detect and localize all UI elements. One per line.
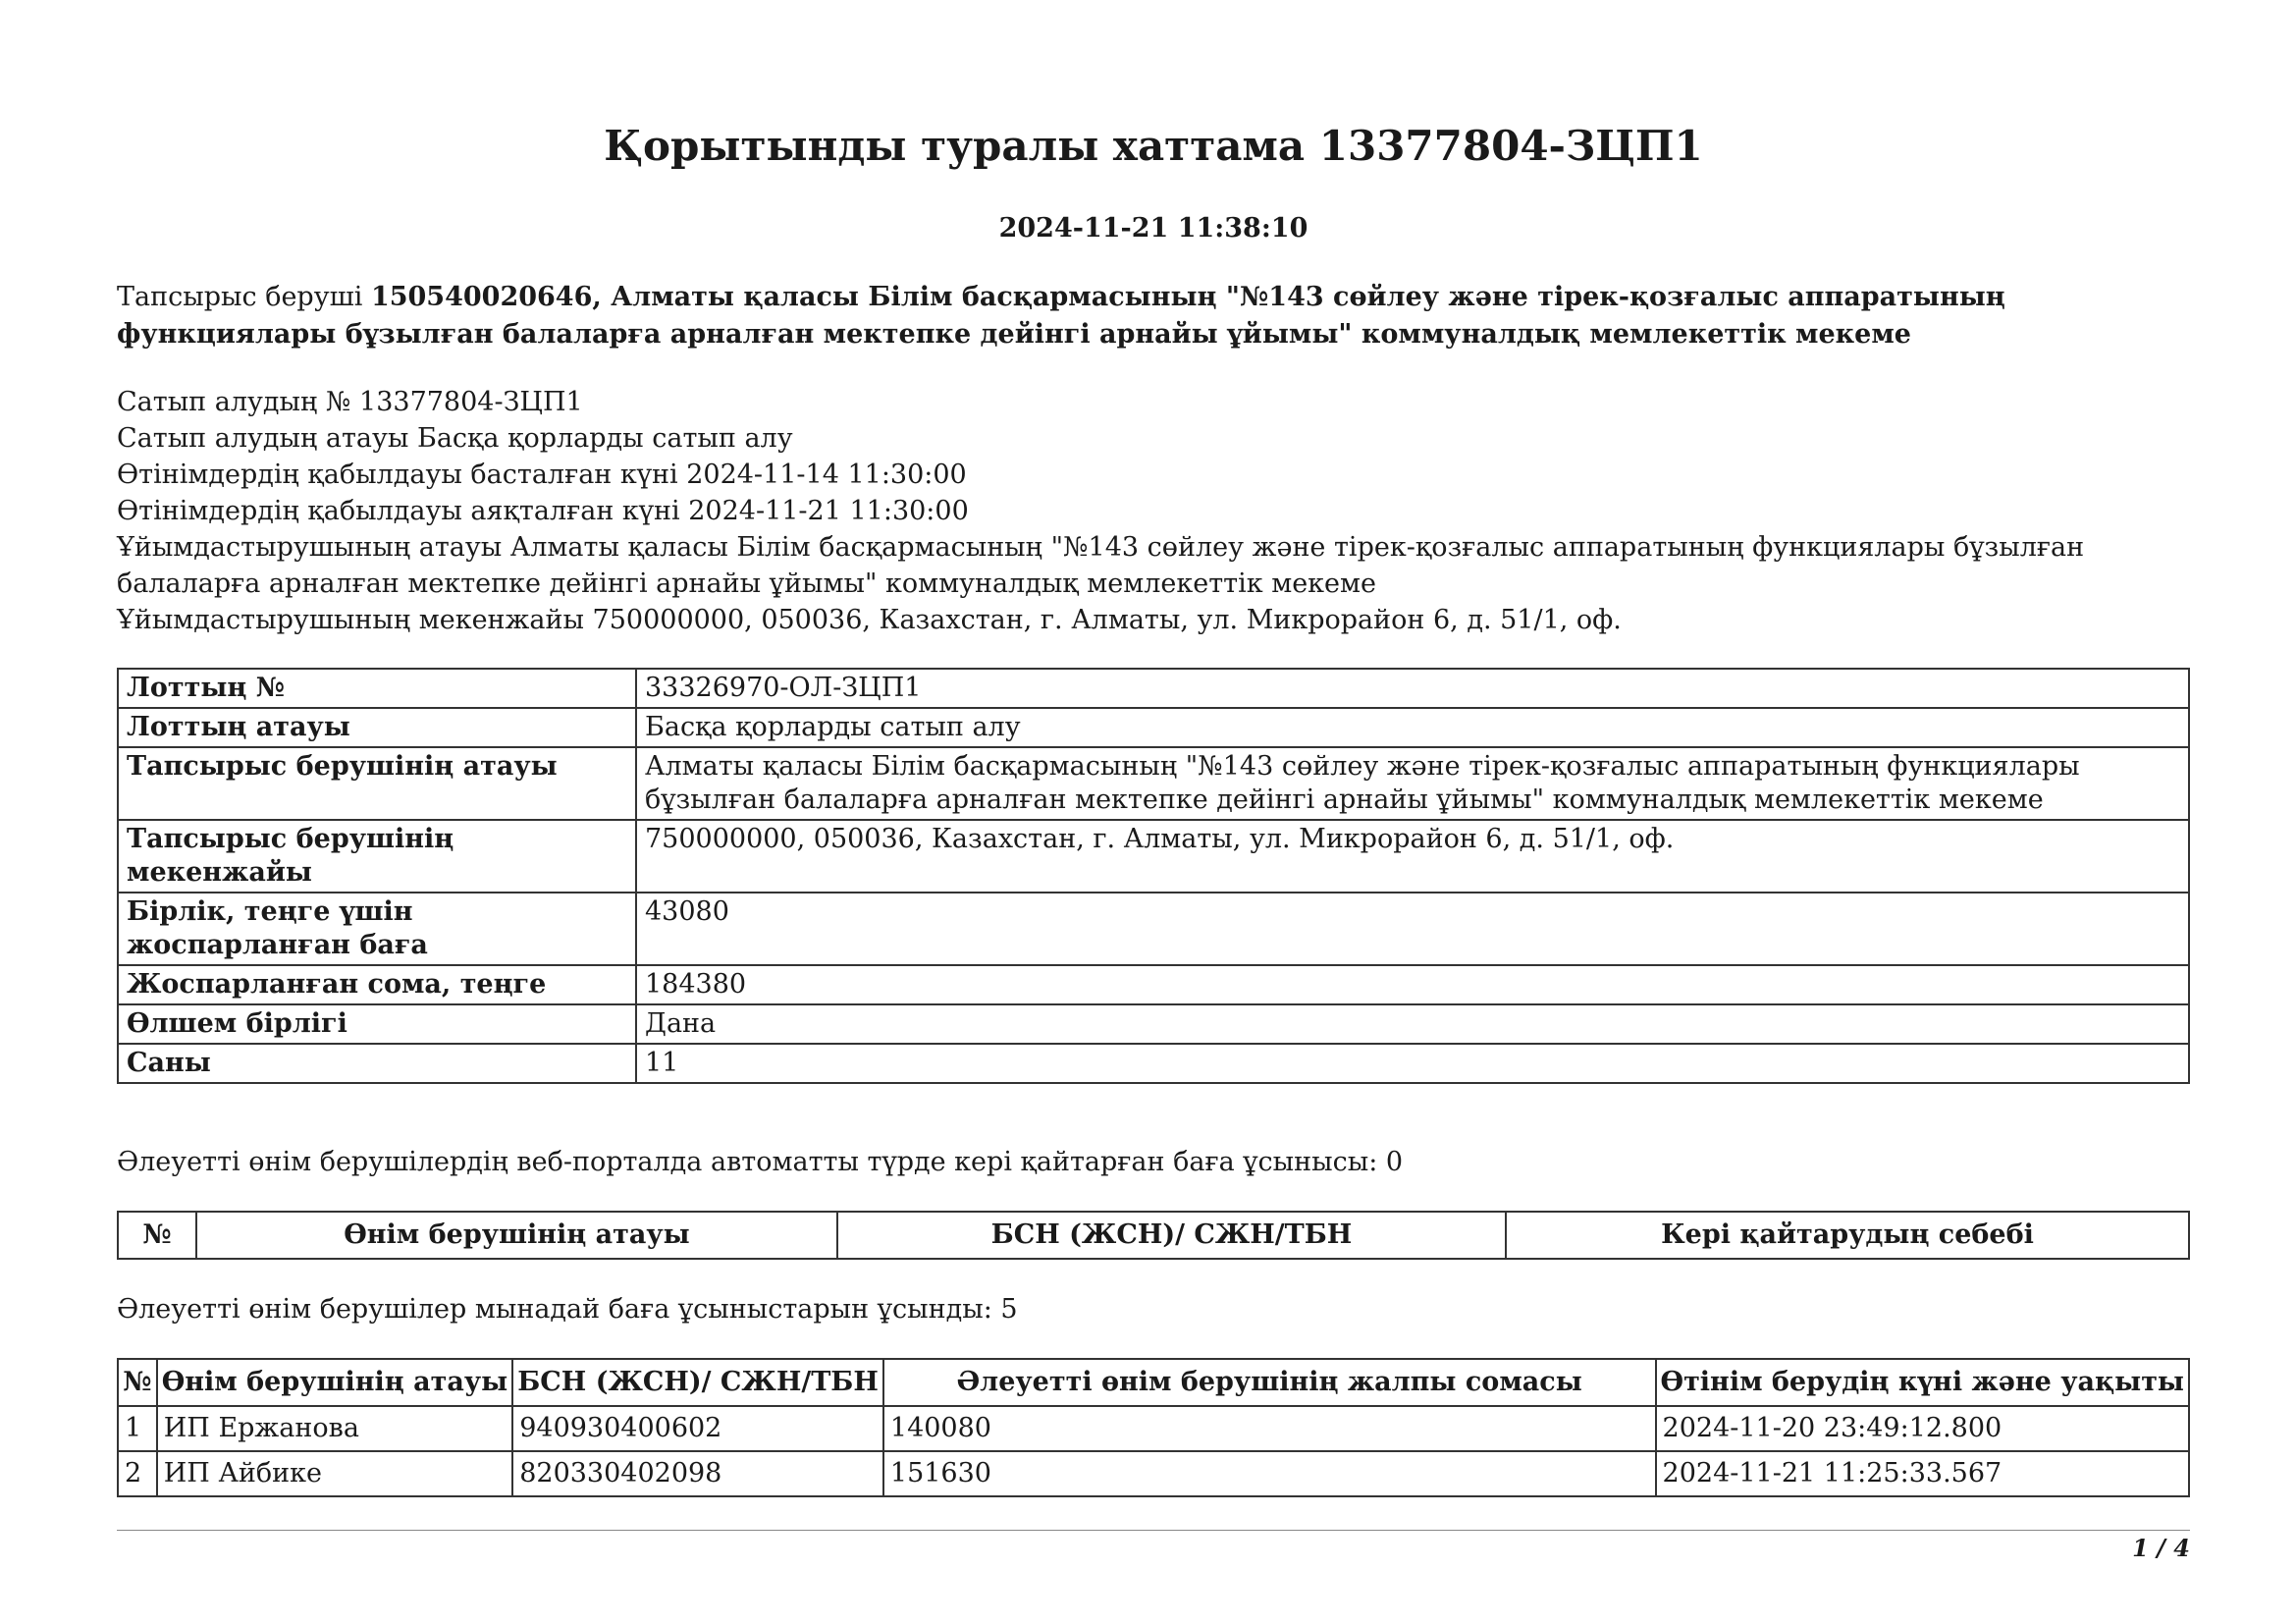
- customer-label: Тапсырыс беруші: [117, 282, 363, 312]
- lot-key: Жоспарланған сома, теңге: [118, 965, 636, 1004]
- lot-value: Алматы қаласы Білім басқармасының "№143 сөйлеу және тірек-қозғалыс аппаратының функциялары бұзылған балаларға арналған мектепке дейінгі арнайы ұйымы" коммуналдық мемлекеттік мекеме: [636, 747, 2189, 820]
- footer-divider: [117, 1530, 2190, 1531]
- column-header: Өнім берушінің атауы: [157, 1359, 512, 1406]
- column-header: №: [118, 1359, 157, 1406]
- document-page: [117, 0, 2190, 1624]
- lot-value: Басқа қорларды сатып алу: [636, 708, 2189, 747]
- bid-datetime: 2024-11-20 23:49:12.800: [1656, 1406, 2189, 1451]
- table-row: [118, 820, 2189, 893]
- organizer-address: Ұйымдастырушының мекенжайы 750000000, 050036, Казахстан, г. Алматы, ул. Микрорайон 6, д. 51/1, оф.: [117, 605, 1622, 635]
- table-row: [118, 708, 2189, 747]
- table-row: [118, 747, 2189, 820]
- lot-key: Өлшем бірлігі: [118, 1004, 636, 1044]
- returned-offers-table: [117, 1211, 2190, 1260]
- table-row: [118, 893, 2189, 965]
- lot-key: Лоттың №: [118, 669, 636, 708]
- table-row: [118, 1451, 2189, 1496]
- document-title: Қорытынды туралы хаттама 13377804-ЗЦП1: [604, 122, 1703, 170]
- supplier-bin: 820330402098: [512, 1451, 883, 1496]
- table-row: [118, 669, 2189, 708]
- bid-datetime: 2024-11-21 11:25:33.567: [1656, 1451, 2189, 1496]
- bid-amount: 151630: [883, 1451, 1656, 1496]
- lot-value: Дана: [636, 1004, 2189, 1044]
- column-header: Кері қайтарудың себебі: [1506, 1212, 2189, 1259]
- lot-value: 184380: [636, 965, 2189, 1004]
- table-header-row: [118, 1359, 2189, 1406]
- bid-number: 1: [118, 1406, 157, 1451]
- column-header: №: [118, 1212, 196, 1259]
- bids-caption: Әлеуетті өнім берушілер мынадай баға ұсыныстарын ұсынды: 5: [117, 1294, 1018, 1325]
- lot-value: 11: [636, 1044, 2189, 1083]
- table-row: [118, 1004, 2189, 1044]
- supplier-name: ИП Айбике: [157, 1451, 512, 1496]
- lot-key: Саны: [118, 1044, 636, 1083]
- supplier-name: ИП Ержанова: [157, 1406, 512, 1451]
- table-row: [118, 965, 2189, 1004]
- bids-table: [117, 1358, 2190, 1497]
- lot-key: Бірлік, теңге үшін жоспарланған баға: [118, 893, 636, 965]
- customer-value: 150540020646, Алматы қаласы Білім басқармасының "№143 сөйлеу және тірек-қозғалыс аппаратының функциялары бұзылған балаларға арналған мектепке дейінгі арнайы ұйымы" коммуналдық мемлекеттік мекеме: [117, 282, 2005, 350]
- bid-number: 2: [118, 1451, 157, 1496]
- column-header: БСН (ЖСН)/ СЖН/ТБН: [837, 1212, 1506, 1259]
- bid-amount: 140080: [883, 1406, 1656, 1451]
- page-number: 1 / 4: [2132, 1534, 2190, 1562]
- customer-block: [117, 279, 2190, 353]
- procurement-name: Сатып алудың атауы Басқа қорларды сатып алу: [117, 423, 793, 454]
- column-header: Өтінім берудің күні және уақыты: [1656, 1359, 2189, 1406]
- table-row: [118, 1406, 2189, 1451]
- table-row: [118, 1044, 2189, 1083]
- organizer-name: Ұйымдастырушының атауы Алматы қаласы Білім басқармасының "№143 сөйлеу және тірек-қозғалыс аппаратының функциялары бұзылған балаларға арналған мектепке дейінгі арнайы ұйымы" коммуналдық мемлекеттік мекеме: [117, 532, 2085, 599]
- document-datetime: 2024-11-21 11:38:10: [998, 213, 1308, 244]
- procurement-info: [117, 384, 2190, 638]
- column-header: Өнім берушінің атауы: [196, 1212, 837, 1259]
- returned-offers-caption: Әлеуетті өнім берушілердің веб-порталда автоматты түрде кері қайтарған баға ұсынысы: 0: [117, 1147, 1404, 1177]
- lot-key: Тапсырыс берушінің мекенжайы: [118, 820, 636, 893]
- supplier-bin: 940930400602: [512, 1406, 883, 1451]
- acceptance-start-date: Өтінімдердің қабылдауы басталған күні 2024-11-14 11:30:00: [117, 460, 967, 490]
- lot-value: 33326970-ОЛ-ЗЦП1: [636, 669, 2189, 708]
- lot-key: Тапсырыс берушінің атауы: [118, 747, 636, 820]
- lot-value: 750000000, 050036, Казахстан, г. Алматы, ул. Микрорайон 6, д. 51/1, оф.: [636, 820, 2189, 893]
- column-header: Әлеуетті өнім берушінің жалпы сомасы: [883, 1359, 1656, 1406]
- lot-value: 43080: [636, 893, 2189, 965]
- acceptance-end-date: Өтінімдердің қабылдауы аяқталған күні 2024-11-21 11:30:00: [117, 496, 969, 526]
- table-header-row: [118, 1212, 2189, 1259]
- procurement-number: Сатып алудың № 13377804-ЗЦП1: [117, 387, 583, 417]
- lot-key: Лоттың атауы: [118, 708, 636, 747]
- column-header: БСН (ЖСН)/ СЖН/ТБН: [512, 1359, 883, 1406]
- lot-details-table: [117, 668, 2190, 1084]
